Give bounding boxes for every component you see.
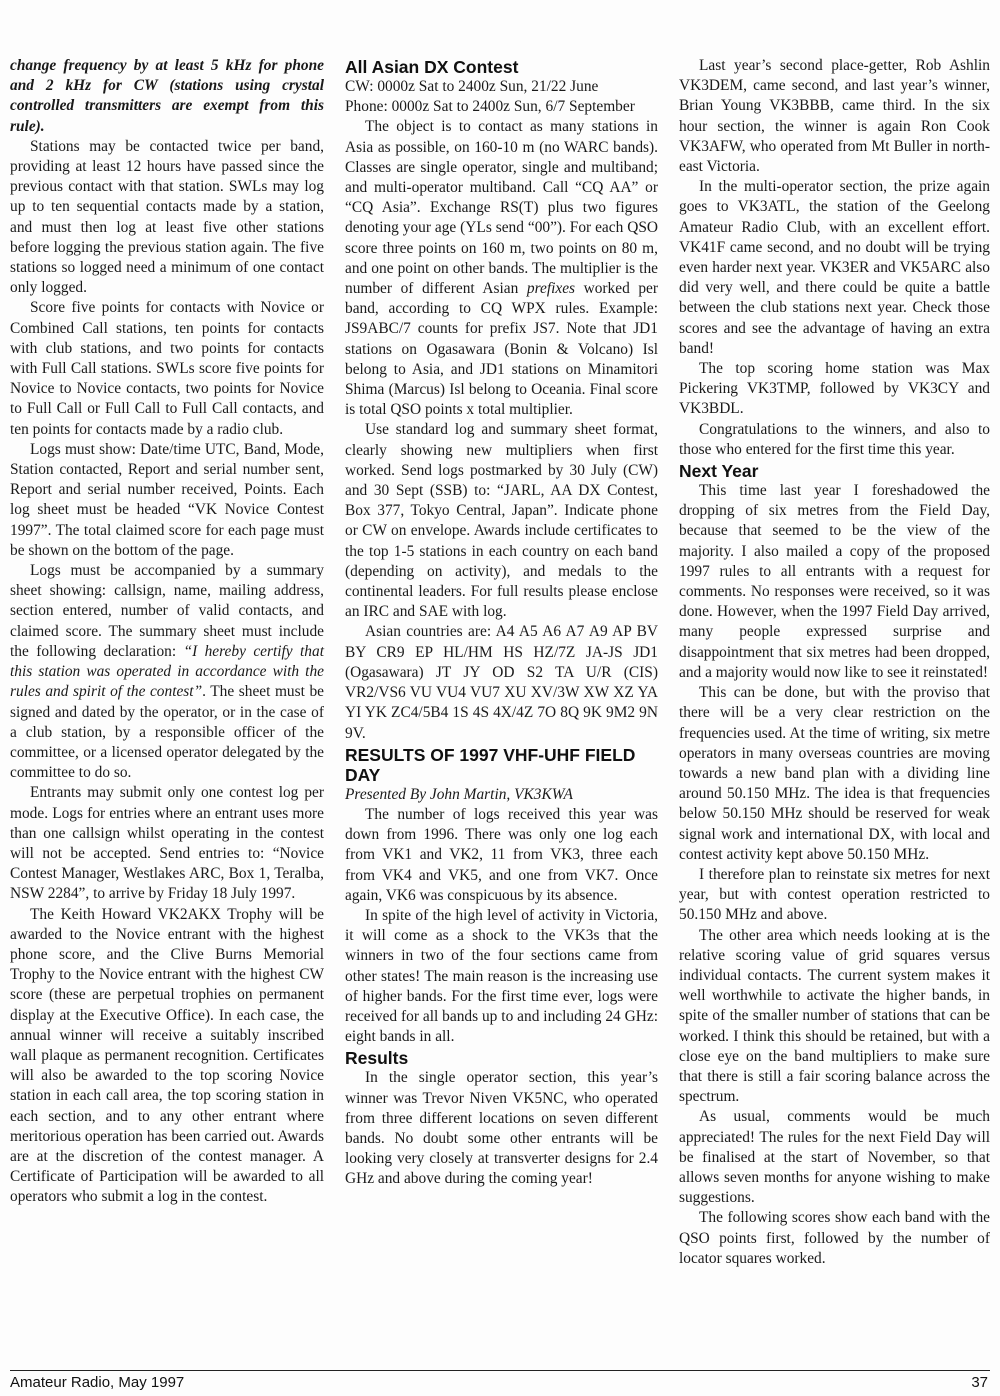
- paragraph-grid-squares: The other area which needs looking at is the relative scoring value of grid squares versus individual contacts. The current system makes it well worthwhile to activate the higher bands, in spite of the smaller number of stations that can be worked. I think this should be retained, but with a close eye on the band multipliers to make sure that there is still a fair scoring balance across the spectrum.: [679, 926, 990, 1106]
- paragraph-victoria-activity: In spite of the high level of activity in Victoria, it will come as a shock to the VK3s that the winners in two of the four sections came from other states! The main reason is the increasing use of higher bands. For the first time ever, logs were received for all bands up to and including 24 GHz: eight bands in all.: [345, 906, 658, 1046]
- paragraph-comments: As usual, comments would be much appreciated! The rules for the next Field Day will be finalised at the start of November, so that allows seven months for anyone wishing to make suggestions.: [679, 1108, 990, 1207]
- phone-schedule: Phone: 0000z Sat to 2400z Sun, 6/7 September: [345, 98, 635, 116]
- paragraph-single-operator: In the single operator section, this year’s winner was Trevor Niven VK5NC, who operated from three different locations on seven different bands. No doubt some other entrants will be looking very closely at transverter designs for 2.4 GHz and above during the coming year!: [345, 1069, 658, 1188]
- cw-schedule: CW: 0000z Sat to 2400z Sun, 21/22 June: [345, 78, 599, 95]
- footer-publication: Amateur Radio, May 1997: [10, 1374, 185, 1391]
- footer-divider: [10, 1370, 990, 1371]
- paragraph-scores-intro: The following scores show each band with the QSO points first, followed by the number of locator squares worked.: [679, 1209, 990, 1267]
- paragraph-log-format: Use standard log and summary sheet format, clearly showing new multipliers when first worked. Send logs postmarked by 30 July (CW) and 30 Sept (SSB) to: “JARL, AA DX Contest, Box 377, Tokyo Central, Japan”. Indicate phone or CW on envelope. Awards include certificates to the top 1-5 stations in each country on each band (depending on activity), and medals to the continental leaders. For full results please enclose an IRC and SAE with log.: [345, 421, 658, 621]
- column-2: [345, 56, 658, 1190]
- heading-results-field-day: RESULTS OF 1997 VHF-UHF FIELD DAY: [345, 744, 636, 785]
- paragraph-place-getters: Last year’s second place-getter, Rob Ashlin VK3DEM, came second, and last year’s winner, Brian Young VK3BBB, came third. In the six hour section, the winner is again Ron Cook VK3AFW, who operated from Mt Buller in north-east Victoria.: [679, 57, 990, 176]
- summary-sheet-text-end: . The sheet must be signed and dated by the operator, or in the case of a club station, by a responsible officer of the committee, or a licensed operator delegated by the committee to do so.: [10, 683, 324, 782]
- page-number: 37: [971, 1374, 988, 1391]
- heading-results: Results: [345, 1048, 409, 1069]
- column-3: [679, 56, 990, 1269]
- paragraph-reinstate: I therefore plan to reinstate six metres for next year, but with contest operation restricted to 50.150 MHz and above.: [679, 865, 990, 924]
- paragraph-logs-received: The number of logs received this year was down from 1996. There was only one log each from VK1 and VK2, 11 from VK3, three each from VK4 and VK5, and one from VK7. Once again, VK6 was conspicuous by its absence.: [345, 805, 658, 904]
- heading-next-year: Next Year: [679, 461, 759, 482]
- paragraph-asian-countries: Asian countries are: A4 A5 A6 A7 A9 AP BV BY CR9 EP HL/HM HS HZ/7Z JA-JS JD1 (Ogasawara) JT JY OD S2 TA U/R (CIS) VR2/VS6 VU VU4 VU7 XU XV/3W XW XZ YA YI YK ZC4/5B4 1S 4S 4X/4Z 7O 8Q 9K 9M2 9N 9V.: [345, 623, 658, 742]
- contest-object-text: The object is to contact as many stations in Asia as possible, on 160-10 m (no WARC bands). Classes are single operator, single and multiband; and multi-operator multiband. Call “CQ AA” or “CQ Asia”. Exchange RS(T) plus two figures denoting your age (YLs send “00”). For each QSO score three points on 160 m, two points on 80 m, and one point on other bands. The multiplier is the number of different Asian: [345, 118, 658, 298]
- paragraph-multi-operator: In the multi-operator section, the prize again goes to VK3ATL, the station of the Geelong Amateur Radio Club, with an excellent effort. VK41F came second, and no doubt will be trying even harder next year. VK3ER and VK5ARC also did very well, and there could be quite a battle between the club stations next year. Check those scores and see the advantage of having an extra band!: [679, 178, 990, 357]
- summary-sheet-text: Logs must be accompanied by a summary sheet showing: callsign, name, mailing address, section entered, number of valid contacts, and claimed score. The summary sheet must include the following declaration:: [10, 562, 324, 660]
- paragraph-trophies: The Keith Howard VK2AKX Trophy will be awarded to the Novice entrant with the highest phone score, and the Clive Burns Memorial Trophy to the Novice entrant with the highest CW score (these are perpetual trophies on permanent display at the Executive Office). In each case, the annual winner will receive a suitably inscribed wall plaque as permanent recognition. Certificates will also be awarded to the top scoring Novice station in each call area, the top scoring station in each section, and to any other entrant where meritorious operation has been carried out. Awards are at the discretion of the contest manager. A Certificate of Participation will be awarded to all operators who submit a log in the contest.: [10, 905, 324, 1206]
- rule-frequency-change: change frequency by at least 5 kHz for phone and 2 kHz for CW (stations using crystal controlled transmitters are exempt from this rule).: [10, 57, 324, 135]
- paragraph-six-metres: This time last year I foreshadowed the dropping of six metres from the Field Day, because that seemed to be the view of the majority. I also mailed a copy of the proposed 1997 rules to all entrants with a request for comments. No responses were received, so it was done. However, when the 1997 Field Day arrived, many people expressed surprise and disappointment that six metres had been dropped, and a majority would now like to see it reinstated!: [679, 482, 990, 681]
- paragraph-contacts-per-band: Stations may be contacted twice per band, providing at least 12 hours have passed since the previous contact with that station. SWLs may log up to ten sequential contacts made by a station, and must then log at least five other stations before logging the previous station again. The five stations so logged need a minimum of one contact only logged.: [10, 137, 324, 297]
- paragraph-scoring: Score five points for contacts with Novice or Combined Call stations, ten points for contacts with club stations, and two points for contacts with Full Call stations. SWLs score five points for Novice to Novice contacts, two points for Novice to Full Call or Full Call to Full Call contacts, and ten points for contacts made by a radio club.: [10, 299, 324, 438]
- byline: Presented By John Martin, VK3KWA: [345, 785, 573, 803]
- prefixes-italic: prefixes: [526, 280, 576, 298]
- declaration-quote: “I hereby certify that this station was operated in accordance with the rules and spirit of the contest”: [10, 642, 324, 701]
- contest-object-text-end: worked per band, according to CQ WPX rules. Example: JS9ABC/7 counts for prefix JS7. Note that JD1 stations on Ogasawara (Bonin & Volcano) Isl belong to Asia, and JD1 stations on Minamitori Shima (Marcus) Isl belong to Oceania. Final score is total QSO points x total multiplier.: [345, 280, 658, 419]
- paragraph-log-requirements: Logs must show: Date/time UTC, Band, Mode, Station contacted, Report and serial number sent, Report and serial number received, Points. Each log sheet must be headed “VK Novice Contest 1997”. The total claimed score for each page must be shown on the bottom of the page.: [10, 440, 324, 559]
- paragraph-home-station: The top scoring home station was Max Pickering VK3TMP, followed by VK3CY and VK3BDL.: [679, 360, 990, 418]
- paragraph-summary-sheet: [10, 561, 324, 783]
- column-1: [10, 56, 324, 1208]
- paragraph-band-plan: This can be done, but with the proviso that there will be a very clear restriction on the frequencies used. At the time of writing, six metre operators in many overseas countries are moving towards a new band plan with a dividing line around 50.150 MHz. The idea is that frequencies below 50.150 MHz should be reserved for weak signal work and international DX, with local and contest activity kept above 50.150 MHz.: [679, 684, 990, 863]
- paragraph-entries: Entrants may submit only one contest log per mode. Logs for entries where an entrant uses more than one callsign whilst operating in the contest will not be accepted. Send entries to: “Novice Contest Manager, Westlakes ARC, Box 1, Teralba, NSW 2284”, to arrive by Friday 18 July 1997.: [10, 784, 324, 903]
- heading-all-asian-dx-contest: All Asian DX Contest: [345, 57, 519, 77]
- paragraph-congratulations: Congratulations to the winners, and also to those who entered for the first time this year.: [679, 420, 990, 458]
- paragraph-contest-object: [345, 117, 658, 420]
